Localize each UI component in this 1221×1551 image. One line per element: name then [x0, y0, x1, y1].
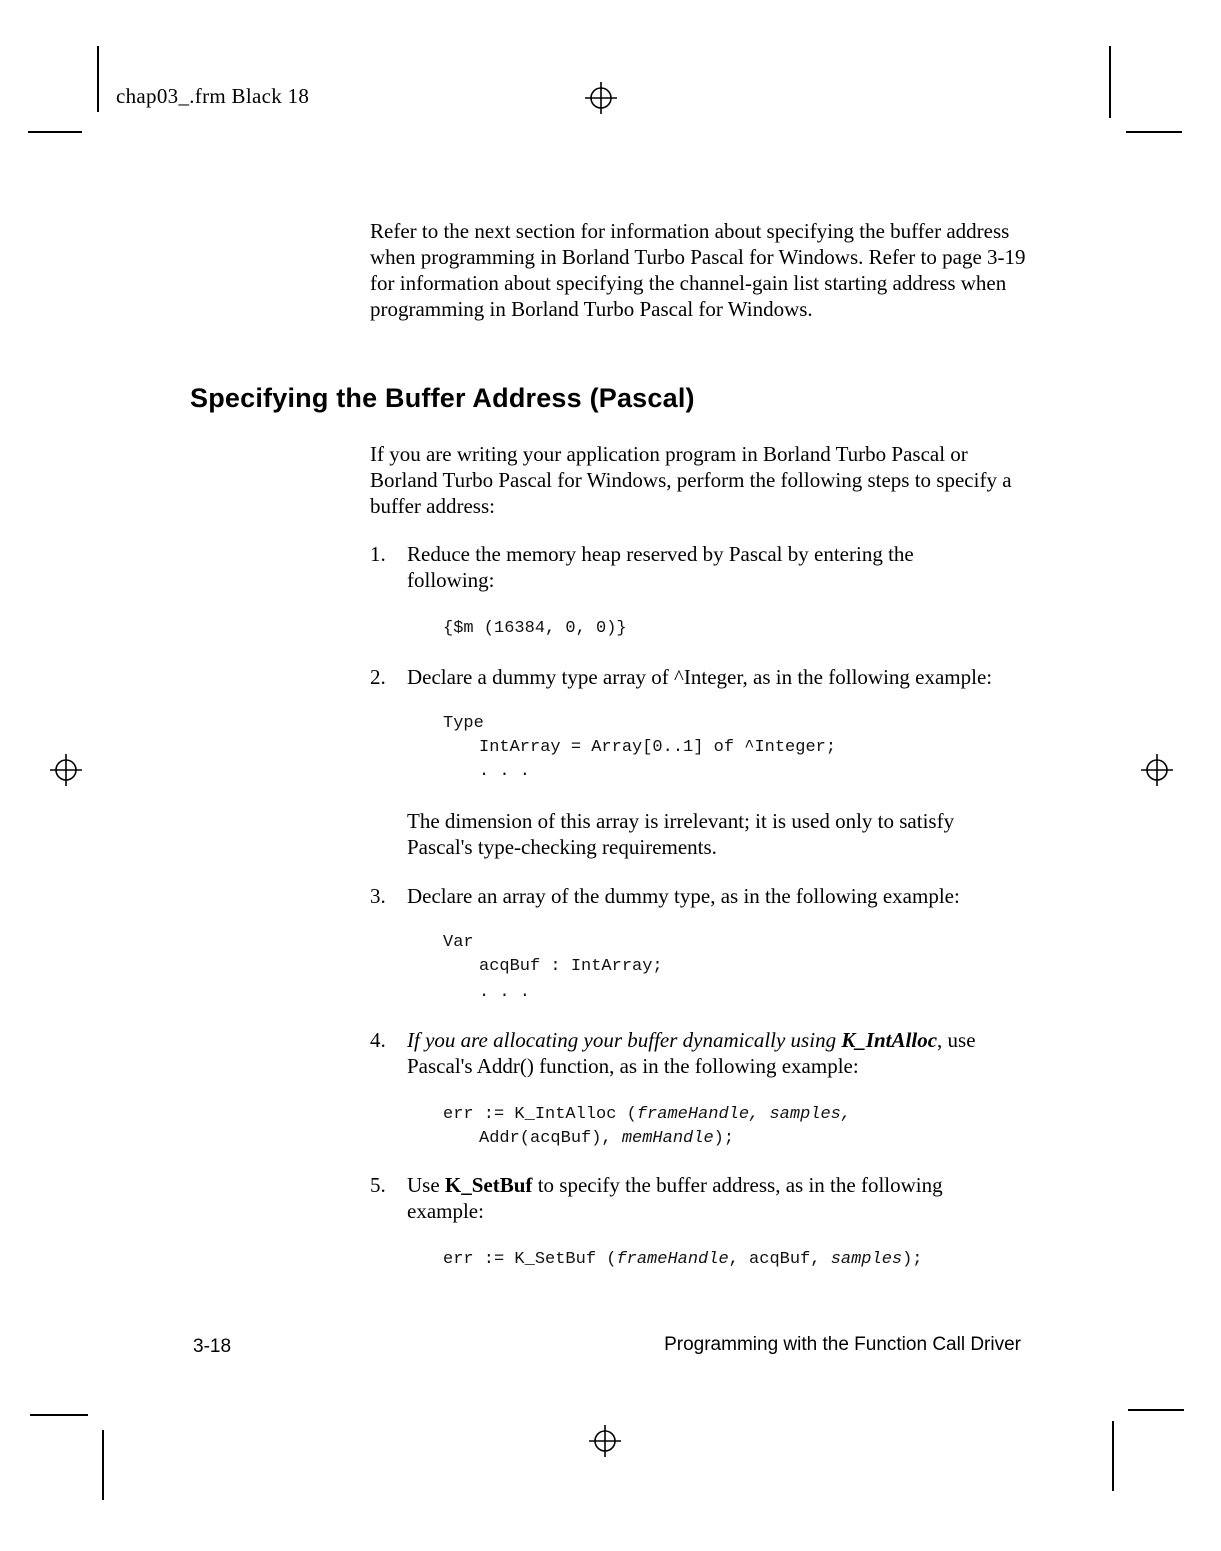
crop-mark-bottom-left-horizontal	[30, 1414, 88, 1416]
step-text	[407, 1172, 987, 1224]
registration-mark-right-icon	[1139, 752, 1175, 788]
step-condition: If you are allocating your buffer dynamically using	[407, 1028, 842, 1052]
step-number: 2.	[370, 665, 386, 689]
section-heading: Specifying the Buffer Address (Pascal)	[190, 383, 695, 413]
step-text: Declare an array of the dummy type, as in the following example:	[407, 884, 960, 908]
step-number: 1.	[370, 542, 386, 566]
intro-paragraph: Refer to the next section for information about specifying the buffer address when programming in Borland Turbo Pascal for Windows. Refer to page 3-19 for information about specifying the channel-gain list starting address when programming in Borland Turbo Pascal for Windows.	[370, 219, 1026, 321]
code-type-keyword: Type	[443, 714, 484, 733]
function-name: K_IntAlloc	[841, 1028, 938, 1052]
step-pre: Use	[407, 1173, 445, 1197]
file-header: chap03_.frm Black 18	[116, 84, 310, 108]
crop-mark-bottom-left-vertical	[102, 1430, 104, 1500]
step-text	[407, 1027, 1017, 1079]
code-fragment-italic: samples	[830, 1250, 903, 1269]
registration-mark-top-icon	[583, 80, 619, 116]
crop-mark-bottom-right-vertical	[1112, 1421, 1114, 1491]
code-fragment: Addr(acqBuf),	[479, 1129, 622, 1148]
code-heap-directive: {$m (16384, 0, 0)}	[443, 619, 627, 638]
crop-mark-top-right-vertical	[1109, 46, 1111, 118]
code-fragment: err := K_SetBuf (	[443, 1250, 617, 1269]
code-intalloc-line-1	[443, 1103, 851, 1127]
code-fragment-italic: frameHandle, samples,	[636, 1105, 852, 1124]
step-rest: to specify the buffer address, as in the following example:	[407, 1173, 943, 1223]
code-fragment: );	[713, 1129, 735, 1148]
crop-mark-top-left-vertical	[97, 46, 99, 112]
step-text: Reduce the memory heap reserved by Pascal by entering the following:	[407, 542, 914, 592]
chapter-title: Programming with the Function Call Driver	[664, 1334, 1021, 1355]
code-intalloc-line-2	[479, 1127, 734, 1151]
code-fragment: );	[902, 1250, 923, 1269]
crop-mark-bottom-right-horizontal	[1128, 1409, 1184, 1411]
code-fragment: err := K_IntAlloc (	[443, 1105, 637, 1124]
registration-mark-bottom-icon	[587, 1423, 623, 1459]
step-2-note: The dimension of this array is irrelevant; it is used only to satisfy Pascal's type-checking requirements.	[407, 809, 955, 859]
code-setbuf-statement-line	[443, 1248, 923, 1272]
code-type-declaration: IntArray = Array[0..1] of ^Integer;	[479, 738, 837, 757]
crop-mark-top-right-horizontal	[1126, 131, 1182, 133]
function-name: K_SetBuf	[444, 1173, 533, 1197]
registration-mark-left-icon	[48, 752, 84, 788]
code-fragment-italic: frameHandle	[616, 1250, 729, 1269]
step-number: 5.	[370, 1173, 386, 1197]
code-ellipsis: . . .	[479, 762, 531, 781]
step-number: 4.	[370, 1028, 386, 1052]
step-text: Declare a dummy type array of ^Integer, as in the following example:	[407, 665, 993, 689]
crop-mark-top-left-horizontal	[28, 131, 82, 133]
code-var-declaration: acqBuf : IntArray;	[479, 957, 663, 976]
section-paragraph: If you are writing your application program in Borland Turbo Pascal or Borland Turbo Pascal for Windows, perform the following steps to specify a buffer address:	[370, 442, 1012, 518]
step-rest: , use Pascal's Addr() function, as in the following example:	[407, 1028, 976, 1078]
code-ellipsis: . . .	[479, 983, 531, 1002]
page-number: 3-18	[193, 1336, 232, 1357]
step-number: 3.	[370, 884, 386, 908]
code-fragment: , acqBuf,	[728, 1250, 831, 1269]
code-fragment-italic: memHandle	[621, 1129, 714, 1148]
code-var-keyword: Var	[443, 933, 474, 952]
